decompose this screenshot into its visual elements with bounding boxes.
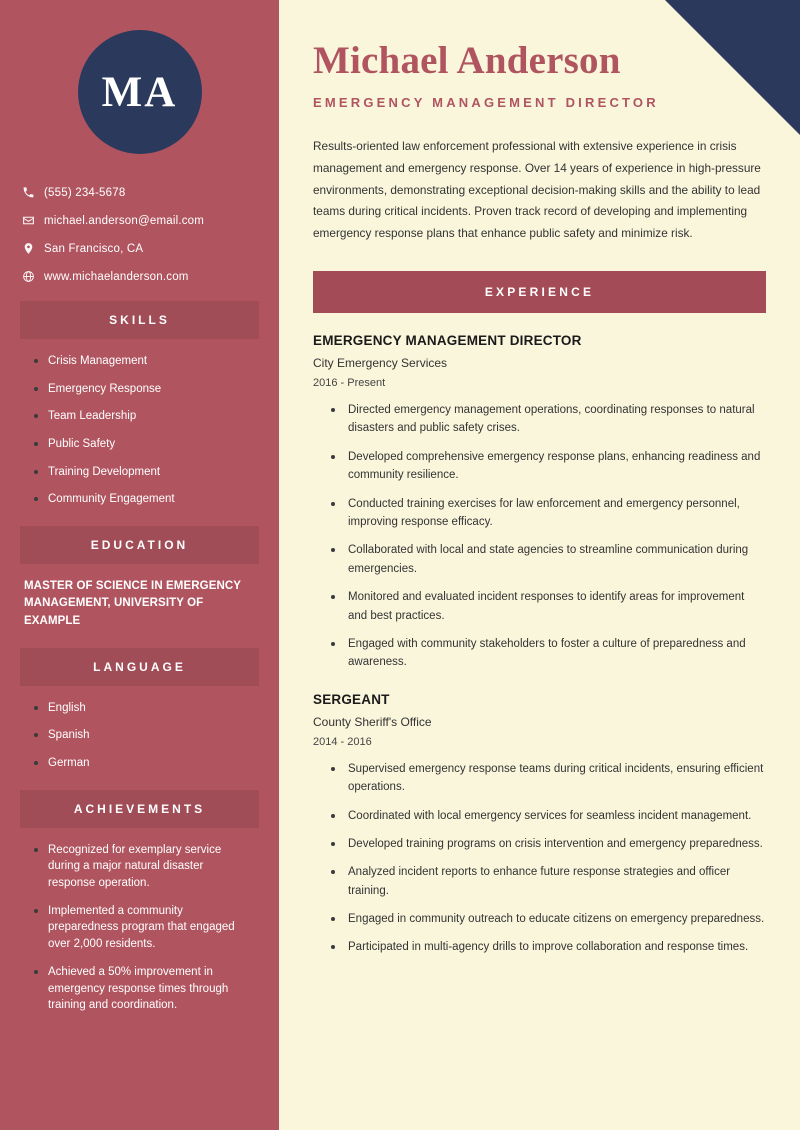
skills-section-title: SKILLS — [20, 301, 259, 339]
contact-list — [0, 186, 279, 283]
contact-location — [22, 242, 257, 255]
list-item: Engaged in community outreach to educate citizens on emergency preparedness. — [331, 910, 766, 928]
job-responsibility-list — [313, 401, 766, 672]
contact-phone-text: (555) 234-5678 — [44, 186, 126, 199]
list-item: Conducted training exercises for law enforcement and emergency personnel, improving response efficacy. — [331, 495, 766, 532]
job-role: EMERGENCY MANAGEMENT DIRECTOR — [313, 333, 582, 349]
list-item: Community Engagement — [32, 491, 253, 508]
job-role: SERGEANT — [313, 691, 390, 707]
list-item: Recognized for exemplary service during a major natural disaster response operation. — [32, 842, 253, 892]
job-responsibility-list — [313, 760, 766, 957]
list-item: English — [32, 700, 253, 717]
list-item: Spanish — [32, 727, 253, 744]
list-item: Monitored and evaluated incident responses to identify areas for improvement and best practices. — [331, 588, 766, 625]
phone-icon — [22, 186, 44, 199]
corner-decoration — [665, 0, 800, 135]
language-list — [20, 700, 259, 772]
contact-website-text: www.michaelanderson.com — [44, 270, 189, 283]
list-item: Emergency Response — [32, 381, 253, 398]
professional-summary: Results-oriented law enforcement professional with extensive experience in crisis management and emergency response. Over 14 years of experience in high-pressure environments, demonstrating exceptional decision-making skills and the ability to lead teams during critical incidents. Proven track record of developing and implementing emergency response plans that enhance public safety and minimize risk. — [313, 139, 761, 241]
list-item: Directed emergency management operations, coordinating responses to natural disasters and public safety crises. — [331, 401, 766, 438]
job-company: County Sheriff's Office — [313, 714, 432, 729]
list-item: Public Safety — [32, 436, 253, 453]
list-item: Training Development — [32, 464, 253, 481]
list-item: Achieved a 50% improvement in emergency response times through training and coordination. — [32, 964, 253, 1014]
achievements-section-title: ACHIEVEMENTS — [20, 790, 259, 828]
contact-location-text: San Francisco, CA — [44, 242, 144, 255]
experience-section-title: EXPERIENCE — [313, 271, 766, 313]
achievements-list — [20, 842, 259, 1014]
list-item: Supervised emergency response teams during critical incidents, ensuring efficient operations. — [331, 760, 766, 797]
list-item: Developed comprehensive emergency response plans, enhancing readiness and community resilience. — [331, 448, 766, 485]
job-dates: 2016 - Present — [313, 377, 386, 390]
list-item: German — [32, 755, 253, 772]
education-entry: MASTER OF SCIENCE IN EMERGENCY MANAGEMENT, UNIVERSITY OF EXAMPLE — [24, 580, 241, 627]
list-item: Engaged with community stakeholders to foster a culture of preparedness and awareness. — [331, 635, 766, 672]
contact-email-text: michael.anderson@email.com — [44, 214, 205, 227]
job-company: City Emergency Services — [313, 356, 448, 371]
list-item: Implemented a community preparedness program that engaged over 2,000 residents. — [32, 903, 253, 953]
list-item: Collaborated with local and state agencies to streamline communication during emergencies. — [331, 541, 766, 578]
experience-entry — [313, 692, 766, 957]
list-item: Analyzed incident reports to enhance future response strategies and officer training. — [331, 863, 766, 900]
education-section-title: EDUCATION — [20, 526, 259, 564]
contact-website — [22, 270, 257, 283]
list-item: Developed training programs on crisis intervention and emergency preparedness. — [331, 835, 766, 853]
avatar-container — [0, 0, 279, 154]
globe-icon — [22, 270, 44, 283]
list-item: Coordinated with local emergency services for seamless incident management. — [331, 807, 766, 825]
list-item: Team Leadership — [32, 408, 253, 425]
skills-list — [20, 353, 259, 508]
list-item: Crisis Management — [32, 353, 253, 370]
experience-entry — [313, 333, 766, 672]
location-pin-icon — [22, 242, 44, 255]
main-content — [279, 0, 800, 1130]
contact-email — [22, 214, 257, 227]
job-title-subtitle: EMERGENCY MANAGEMENT DIRECTOR — [313, 95, 659, 110]
language-section-title: LANGUAGE — [20, 648, 259, 686]
list-item: Participated in multi-agency drills to improve collaboration and response times. — [331, 938, 766, 956]
sidebar — [0, 0, 279, 1130]
job-dates: 2014 - 2016 — [313, 735, 372, 748]
envelope-icon — [22, 214, 44, 227]
sidebar-sections — [0, 301, 279, 1014]
page-title: Michael Anderson — [313, 39, 621, 82]
avatar: MA — [78, 30, 202, 154]
contact-phone — [22, 186, 257, 199]
